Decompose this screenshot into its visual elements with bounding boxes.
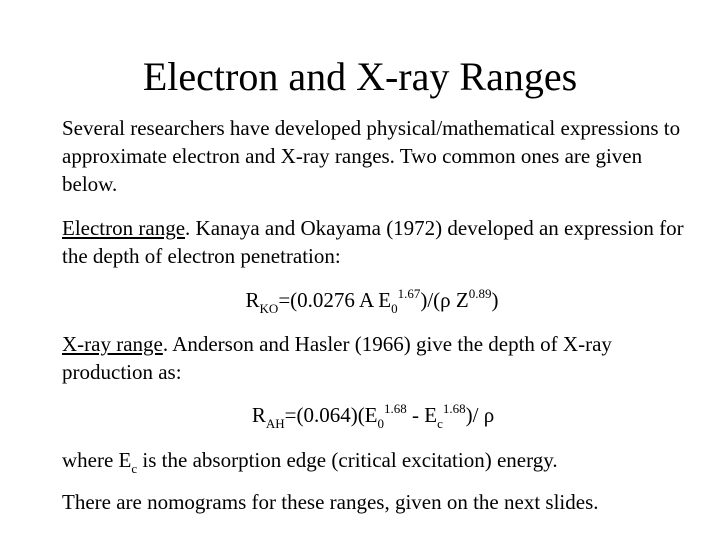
- xray-range-text: . Anderson and Hasler (1966) give the depth of X-ray production as:: [62, 332, 612, 384]
- eq2-e0-exponent: 1.68: [384, 401, 407, 416]
- where-prefix: where E: [62, 448, 132, 472]
- electron-range-text: . Kanaya and Okayama (1972) developed an expression for the depth of electron penetration:: [62, 216, 684, 268]
- eq2-part2: - E: [406, 403, 438, 427]
- eq1-lhs: R: [245, 288, 260, 312]
- eq2-part1: =(0.064)(E: [284, 403, 378, 427]
- eq2-lhs: R: [251, 403, 266, 427]
- eq2-e0-subscript: 0: [377, 416, 385, 431]
- eq1-part2: )/(ρ Z: [420, 288, 469, 312]
- electron-range-heading: Electron range: [62, 216, 186, 240]
- xray-range-equation: [0, 401, 720, 429]
- eq1-z-exponent: 0.89: [468, 286, 492, 301]
- xray-range-heading: X-ray range: [62, 332, 163, 356]
- eq1-e-exponent: 1.67: [397, 286, 421, 301]
- intro-paragraph: Several researchers have developed physical/mathematical expressions to approximate electron and X-ray ranges. Two common ones are given below.: [62, 116, 681, 196]
- eq2-ec-exponent: 1.68: [442, 401, 466, 416]
- xray-range-paragraph: [62, 330, 702, 386]
- eq1-lhs-subscript: KO: [259, 301, 279, 316]
- eq2-lhs-subscript: AH: [265, 416, 285, 431]
- where-subscript: c: [131, 461, 138, 476]
- eq1-part1: =(0.0276 A E: [278, 288, 392, 312]
- eq2-part3: )/ ρ: [465, 403, 495, 427]
- where-suffix: is the absorption edge (critical excitation) energy.: [137, 448, 558, 472]
- where-paragraph: [62, 446, 702, 474]
- footer-paragraph: There are nomograms for these ranges, given on the next slides.: [62, 490, 599, 514]
- eq1-e-subscript: 0: [391, 301, 398, 316]
- electron-range-equation: [0, 286, 720, 314]
- eq1-part3: ): [491, 288, 499, 312]
- slide-title: Electron and X-ray Ranges: [142, 54, 578, 99]
- eq2-ec-subscript: c: [437, 416, 443, 431]
- electron-range-paragraph: [62, 214, 702, 270]
